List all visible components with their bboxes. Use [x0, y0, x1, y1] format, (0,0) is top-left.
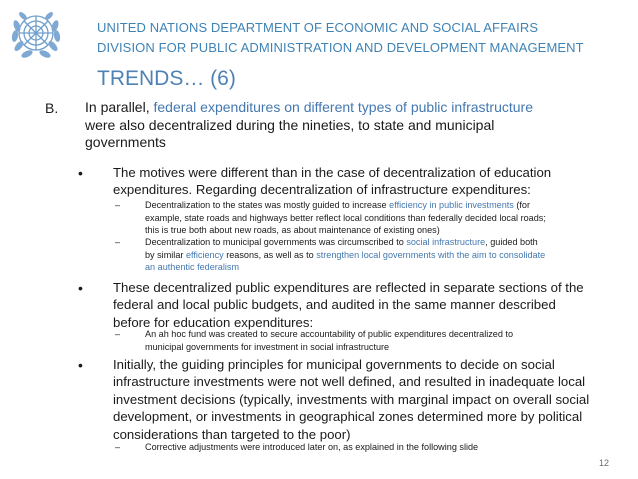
sub-bullet-text — [145, 328, 513, 353]
bullet-text — [113, 356, 589, 443]
bullet-marker: • — [78, 165, 83, 181]
sub-text-pre: Decentralization to municipal governments was circumscribed to — [145, 237, 407, 247]
sub-line: this is true both about new roads, as about maintenance of existing ones) — [145, 225, 440, 235]
sub-bullet-text — [145, 199, 546, 237]
un-emblem-icon — [5, 2, 67, 64]
sub-bullet-text — [145, 236, 545, 274]
bullet-line: infrastructure investments were not well defined, and resulted in inadequate local — [113, 374, 586, 390]
bullet-line: federal and local public budgets, and audited in the same manner described — [113, 297, 556, 313]
bullet-text — [113, 164, 551, 199]
bullet-line: development, or investments in geographical zones determined more by political — [113, 409, 583, 425]
sub-line: Corrective adjustments were introduced later on, as explained in the following slide — [145, 442, 479, 452]
sub-highlight: efficiency in public investments — [389, 200, 514, 210]
section-label: B. — [45, 100, 59, 116]
sub-bullet-marker: – — [115, 200, 121, 210]
sub-bullet-text — [145, 441, 478, 454]
sub-text-mid: reasons, as well as to — [223, 249, 317, 260]
bullet-line: investment decisions (typically, investments with marginal impact on overall social — [113, 391, 590, 407]
bullet-line: expenditures. Regarding decentralization of infrastructure expenditures: — [113, 182, 531, 198]
sub-highlight: strengthen local governments with the aim to consolidate — [316, 249, 546, 260]
sub-line: municipal governments for investment in social infrastructure — [145, 341, 390, 352]
section-text — [85, 99, 533, 152]
sub-line: An ah hoc fund was created to secure accountability of public expenditures decentralized to — [145, 329, 514, 339]
bullet-marker: • — [78, 357, 83, 373]
sub-text-pre: by similar — [145, 249, 186, 260]
sub-highlight: an authentic federalism — [145, 262, 240, 272]
section-highlight: federal expenditures on different types of public infrastructure — [153, 99, 534, 115]
bullet-line: before for education expenditures: — [113, 314, 314, 330]
section-text-line3: governments — [85, 134, 166, 150]
bullet-line: These decentralized public expenditures are reflected in separate sections of the — [113, 280, 584, 295]
sub-text-pre: Decentralization to the states was mostly guided to increase — [145, 200, 390, 210]
bullet-marker: • — [78, 280, 83, 296]
sub-line: example, state roads and highways better reflect local conditions than federally decided local roads; — [145, 212, 546, 223]
bullet-line: The motives were different than in the case of decentralization of education — [113, 165, 552, 180]
page-number: 12 — [598, 458, 609, 468]
sub-highlight: efficiency — [185, 249, 224, 260]
sub-text-post: , guided both — [485, 237, 538, 247]
sub-text-post: (for — [513, 200, 531, 210]
sub-bullet-marker: – — [115, 442, 121, 452]
header-org-line1: UNITED NATIONS DEPARTMENT OF ECONOMIC AND SOCIAL AFFAIRS — [97, 20, 539, 35]
section-text-line2: were also decentralized during the nineties, to state and municipal — [85, 116, 495, 133]
bullet-line: considerations than targeted to the poor) — [113, 426, 351, 442]
sub-highlight: social infrastructure — [406, 237, 486, 247]
bullet-line: Initially, the guiding principles for municipal governments to decide on social — [113, 357, 555, 372]
sub-bullet-marker: – — [115, 237, 121, 247]
sub-bullet-marker: – — [115, 329, 121, 339]
slide-title: TRENDS… (6) — [97, 67, 236, 90]
section-text-pre: In parallel, — [85, 99, 154, 115]
header-org-line2: DIVISION FOR PUBLIC ADMINISTRATION AND DEVELOPMENT MANAGEMENT — [97, 40, 584, 55]
bullet-text — [113, 279, 584, 331]
